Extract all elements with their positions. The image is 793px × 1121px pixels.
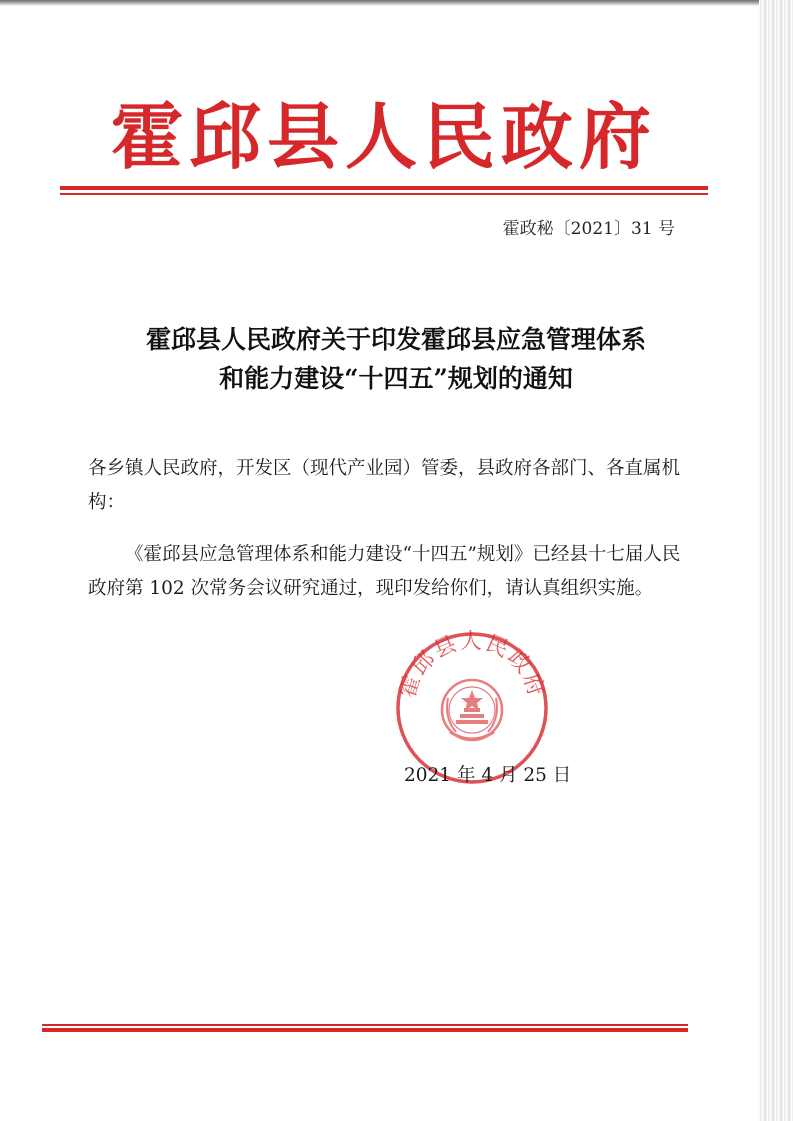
body-paragraph: 《霍邱县应急管理体系和能力建设“十四五”规划》已经县十七届人民政府第 102 次常务会议研究通过，现印发给你们，请认真组织实施。 xyxy=(88,544,681,599)
scan-page-edges xyxy=(759,0,793,1121)
document-number: 霍政秘〔2021〕31 号 xyxy=(502,219,675,239)
header-red-rule xyxy=(60,186,708,196)
national-emblem-icon xyxy=(442,680,502,740)
document-title xyxy=(60,320,732,398)
document-title-line-2: 和能力建设“十四五”规划的通知 xyxy=(219,364,573,393)
seal-text: 霍邱县人民政府 xyxy=(395,629,549,702)
salutation: 各乡镇人民政府，开发区（现代产业园）管委，县政府各部门、各直属机构： xyxy=(88,458,681,513)
footer-red-rule xyxy=(42,1024,688,1036)
document-title-line-1: 霍邱县人民政府关于印发霍邱县应急管理体系 xyxy=(145,325,646,354)
scan-top-edge xyxy=(0,0,793,6)
agency-header-title: 霍邱县人民政府 xyxy=(110,94,657,179)
issue-date: 2021 年 4 月 25 日 xyxy=(404,765,572,786)
